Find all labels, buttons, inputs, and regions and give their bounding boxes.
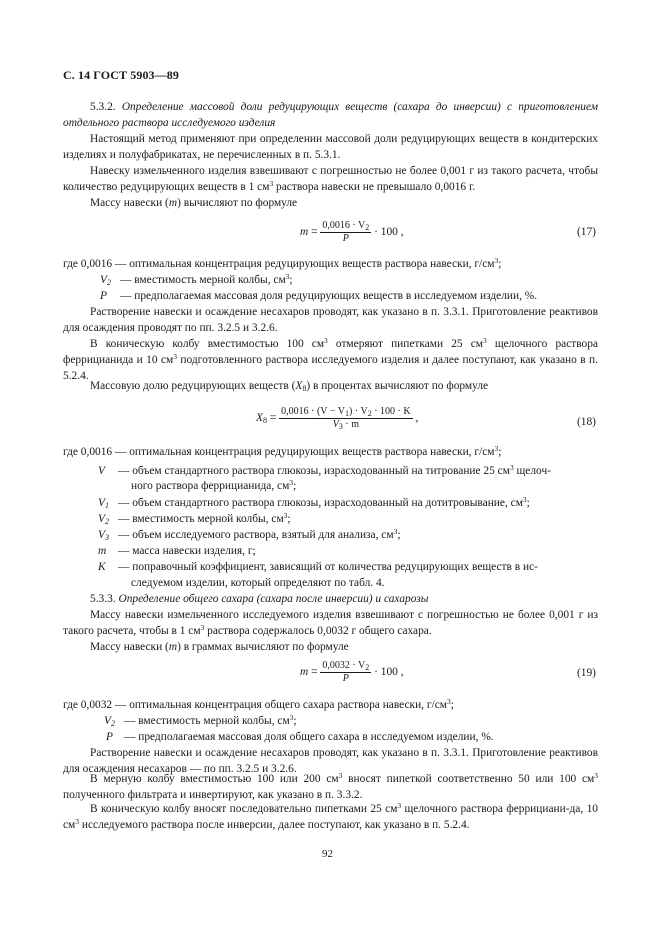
definition-text: — объем стандартного раствора глюкозы, израсходованный на дотитровывание, $см^3$; [118, 495, 530, 509]
page-header: С. 14 ГОСТ 5903—89 [63, 68, 179, 82]
definition-row: где 0,0016 — оптимальная концентрация редуцирующих веществ раствора навески, $г/см^3$; [63, 256, 502, 270]
paragraph: Массу навески (m) вычисляют по формуле [90, 197, 298, 209]
paragraph: В мерную колбу вместимостью 100 или 200 $см^3$ вносят пипеткой соответственно 50 или 100 $см^3$ полученного фильтрата и инвертируют, как указано в п. 3.3.2. [63, 771, 598, 801]
paragraph: Массовую долю редуцирующих веществ $(X_8)$ в процентах вычисляют по формуле [90, 380, 489, 393]
paragraph: Растворение навески и осаждение несахаров проводят, как указано в п. 3.3.1. Приготовление реактивов для осаждения проводят по пп. 3.2.5 и 3.2.6. [63, 306, 598, 334]
formula-17: m = $\frac{0,0016 \cdot V_2}{P}$ · 100 , [300, 220, 404, 244]
definition-text: — предполагаемая массовая доля общего сахара в исследуемом изделии, %. [124, 731, 494, 743]
section-title: Определение общего сахара (сахара после инверсии) и сахарозы [118, 593, 429, 605]
definition-text: — вместимость мерной колбы, $см^3$; [124, 713, 297, 727]
paragraph: Растворение навески и осаждение несахаров проводят, как указано в п. 3.3.1. Приготовление реактивов для осаждения несахаров — по пп. 3.2.5 и 3.2.6. [63, 747, 598, 775]
symbol: $V_3$ [98, 529, 109, 542]
definition-text: — объем стандартного раствора глюкозы, израсходованный на титрование 25 $см^3$ щелоч- [118, 463, 551, 477]
formula-19: m = $\frac{0,0032 \cdot V_2}{P}$ · 100 , [300, 660, 404, 684]
page-number: 92 [322, 848, 333, 860]
paragraph: Массу навески измельченного исследуемого изделия взвешивают с погрешностью не более 0,001 г из такого расчета, чтобы в 1 $см^3$ раствора содержалось 0,0032 г общего сахара. [63, 609, 598, 637]
section-number: 5.3.3. [90, 593, 116, 605]
definition-text: — вместимость мерной колбы, $см^3$; [118, 511, 291, 525]
definition-text: — объем исследуемого раствора, взятый для анализа, $см^3$; [118, 527, 401, 541]
definition-text: — предполагаемая массовая доля редуцирующих веществ в исследуемом изделии, %. [120, 290, 538, 302]
symbol: $V_2$ [98, 513, 109, 526]
section-number: 5.3.2. [90, 101, 116, 113]
section-title: Определение массовой доли редуцирующих веществ (сахара до инверсии) с приготовлением отдельного раствора исследуемого изделия [63, 101, 598, 129]
symbol: P [100, 290, 107, 302]
definition-row: где 0,0016 — оптимальная концентрация редуцирующих веществ раствора навески, $г/см^3$; [63, 444, 502, 458]
section-5-3-3-heading [90, 591, 428, 607]
definition-row: где 0,0032 — оптимальная концентрация общего сахара раствора навески, $г/см^3$; [63, 697, 454, 711]
definition-text: — вместимость мерной колбы, $см^3$; [120, 272, 293, 286]
equation-number: (17) [577, 226, 596, 238]
definition-text: следуемом изделии, который определяют по табл. 4. [131, 577, 385, 589]
symbol: m [98, 545, 107, 557]
paragraph: Настоящий метод применяют при определении массовой доли редуцирующих веществ в кондитерских изделиях и полуфабрикатах, не перечисленных в п. 5.3.1. [63, 133, 598, 161]
fraction: $\frac{0,0016 \cdot (V - V_1) \cdot V_2 \cdot 100 \cdot K}{V_3 \cdot m}$ [281, 406, 411, 431]
symbol: P [106, 731, 113, 743]
paragraph: В коническую колбу вносят последовательно пипетками 25 $см^3$ щелочного раствора феррициани-да, 10 $см^3$ исследуемого раствора после инверсии, далее поступают, как указано в п. 5.2.4. [63, 801, 598, 831]
definition-text: ного раствора феррицианида, $см^3$; [131, 478, 297, 492]
symbol: $V_1$ [98, 497, 109, 510]
symbol: V [98, 465, 105, 477]
equation-number: (18) [577, 416, 596, 428]
paragraph: Навеску измельченного изделия взвешивают с погрешностью не более 0,001 г из такого расчета, чтобы количество редуцирующих веществ в 1 $см^3$ раствора навески не превышало 0,0016 г. [63, 165, 598, 193]
fraction: $\frac{0,0016 \cdot V_2}{P}$ [322, 220, 370, 244]
symbol: $V_2$ [100, 274, 111, 287]
equation-number: (19) [577, 667, 596, 679]
paragraph: В коническую колбу вместимостью 100 $см^3$ отмеряют пипетками 25 $см^3$ щелочного раствора феррицианида и 10 $см^3$ подготовленного раствора исследуемого изделия и далее поступают, как указано в п. 5.2.4. [63, 336, 599, 382]
fraction: $\frac{0,0032 \cdot V_2}{P}$ [322, 660, 370, 684]
definition-text: — поправочный коэффициент, зависящий от количества редуцирующих веществ в ис- [118, 561, 538, 573]
symbol: K [98, 561, 106, 573]
definition-text: — масса навески изделия, г; [118, 545, 256, 557]
paragraph: Массу навески (m) в граммах вычисляют по формуле [90, 641, 349, 653]
section-5-3-2-heading [63, 99, 598, 131]
symbol: $V_2$ [104, 715, 115, 728]
formula-18: $X_8$ = $\frac{0,0016 \cdot (V - V_1) \cdot V_2 \cdot 100 \cdot K}{V_3 \cdot m}$ , [256, 406, 419, 431]
